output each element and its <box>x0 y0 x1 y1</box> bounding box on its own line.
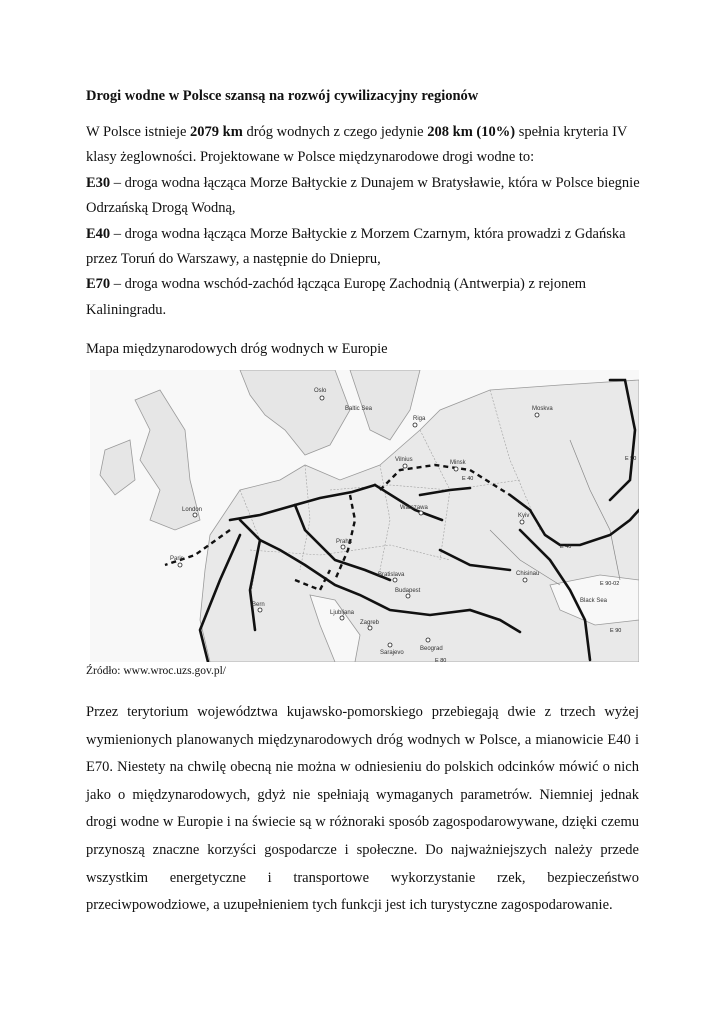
class-iv-length: 208 km (10%) <box>427 124 516 140</box>
label-beograd: Beograd <box>420 646 443 652</box>
body-text: Przez terytorium województwa kujawsko-pomorskiego przebiegają dwie z trzech wyżej wymienionych planowanych międzynarodowych dróg wodnych w Polsce, a mianowicie E40 i E70. Niestety na chwilę obecną nie można w odniesieniu do polskich odcinków mówić o nich jako o międzynarodowych, gdyż nie spełniają wymaganych parametrów. Niemniej jednak drogi wodne w Europie i na świecie są w różnoraki sposób zagospodarowywane, dzięki czemu przynoszą znaczne korzyści gospodarcze i społeczne. Do najważniejszych należy przede wszystkim energetyczne i transportowe wykorzystanie rzek, bezpieczeństwo przeciwpowodziowe, a uzupełnieniem tych funkcji jest ich turystyczne zagospodarowanie. <box>86 704 639 914</box>
label-e40-b: E 40 <box>560 544 572 550</box>
intro-text: dróg wodnych z czego jedynie <box>242 124 428 140</box>
body-paragraph <box>86 699 639 920</box>
intro-text: spełnia kryteria IV klasy żeglowności. Projektowane w Polsce międzynarodowe drogi wodne to: <box>86 124 628 166</box>
label-chisinau: Chisinau <box>516 571 540 577</box>
label-ljubljana: Ljubljana <box>330 610 355 616</box>
label-praha: Praha <box>336 539 353 545</box>
intro-paragraph <box>86 120 656 323</box>
label-vilnius: Vilnius <box>395 457 413 463</box>
e40-code: E40 <box>86 225 111 242</box>
total-length: 2079 km <box>190 124 243 140</box>
label-bratislava: Bratislava <box>378 572 405 578</box>
label-kyiv: Kyiv <box>518 513 530 519</box>
label-e80: E 80 <box>435 658 447 662</box>
label-zagreb: Zagreb <box>360 620 380 626</box>
e40-description: – droga wodna łącząca Morze Bałtyckie z Morzem Czarnym, która prowadzi z Gdańska przez Toruń do Warszawy, a następnie do Dniepru, <box>86 225 626 268</box>
map-source: Źródło: www.wroc.uzs.gov.pl/ <box>86 665 226 677</box>
label-black-sea: Black Sea <box>580 598 608 604</box>
europe-map-svg <box>90 370 639 662</box>
map-caption: Mapa międzynarodowych dróg wodnych w Europie <box>86 341 388 357</box>
e30-code: E30 <box>86 174 111 191</box>
label-e40-a: E 40 <box>462 476 474 482</box>
label-oslo: Oslo <box>314 388 327 394</box>
e70-code: E70 <box>86 276 111 293</box>
label-e50: E 50 <box>625 456 637 462</box>
intro-text: W Polsce istnieje <box>86 124 191 140</box>
label-moskva: Moskva <box>532 406 553 412</box>
e30-description: – droga wodna łącząca Morze Bałtyckie z Dunajem w Bratysławie, która w Polsce biegnie Odrzańską Drogą Wodną, <box>86 174 640 217</box>
label-paris: Paris <box>170 556 184 562</box>
label-warszawa: Warszawa <box>400 505 428 511</box>
e70-description: – droga wodna wschód-zachód łącząca Europę Zachodnią (Antwerpia) z rejonem Kaliningradu. <box>86 276 587 318</box>
label-riga: Riga <box>413 416 426 422</box>
label-minsk: Minsk <box>450 460 466 466</box>
label-baltic-sea: Baltic Sea <box>345 406 373 412</box>
label-budapest: Budapest <box>395 588 421 594</box>
label-e90: E 90 <box>610 628 622 634</box>
label-bern: Bern <box>252 602 265 608</box>
waterways-map <box>90 370 639 662</box>
label-e90-02: E 90-02 <box>600 581 620 587</box>
label-sarajevo: Sarajevo <box>380 650 404 656</box>
document-title: Drogi wodne w Polsce szansą na rozwój cywilizacyjny regionów <box>86 88 479 104</box>
label-london: London <box>182 507 203 513</box>
